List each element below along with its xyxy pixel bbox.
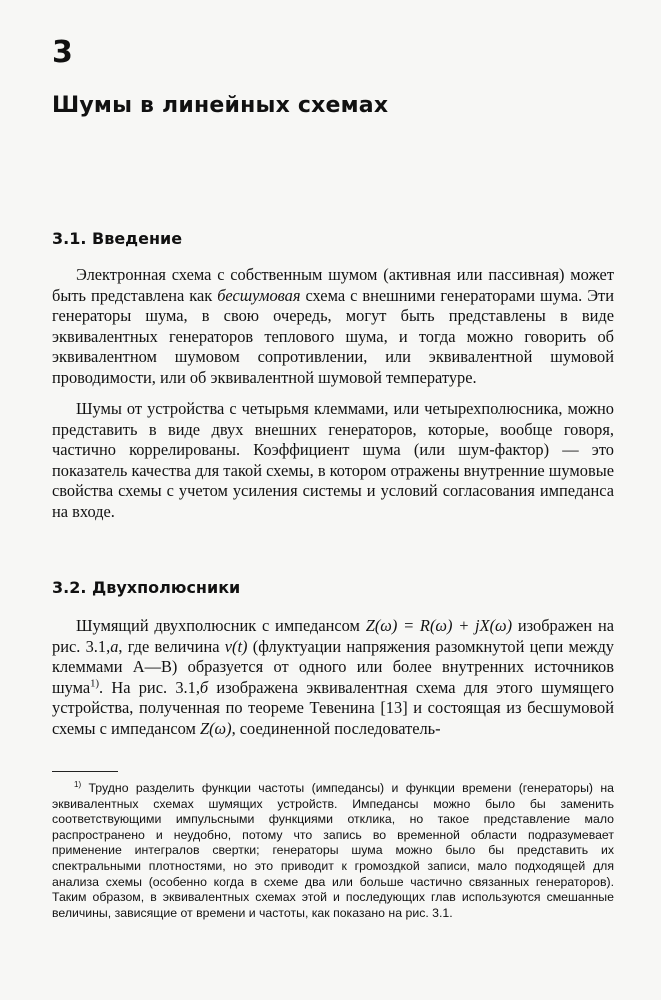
emphasis-noiseless: бесшумовая (217, 285, 301, 305)
paragraph-text: схема с внешними генераторами шума. Эти генераторы шума, в свою очередь, могут быть представлены в виде эквивалентных генераторов теплового шума, и тогда можно говорить об эквивалентном шумовом сопротивлении, или эквивалентной шумовой проводимости, или об эквивалентной шумовой температуре. (52, 285, 614, 387)
chapter-number: 3 (52, 35, 73, 70)
figure-ref-b: б (199, 677, 209, 697)
paragraph-intro-2: Шумы от устройства с четырьмя клеммами, или четырехполюсника, можно представить в виде двух внешних генераторов, которые, вообще говоря, частично коррелированы. Коэффициент шума (или шум-фактор) — это показатель качества для такой схемы, в котором отражены внутренние шумовые свойства схемы с учетом усиления системы и условий согласования импеданса на входе. (52, 399, 614, 521)
formula-impedance-2: Z(ω) (199, 718, 232, 738)
paragraph-text: изображен на рис. 3.1, (52, 616, 614, 656)
section-heading-introduction: 3.1. Введение (52, 229, 183, 248)
formula-impedance: Z(ω) = R(ω) + jX(ω) (365, 616, 513, 635)
paragraph-text: Шумящий двухполюсник с импедансом (76, 616, 366, 635)
paragraph-text: изображена эквивалентная схема для этого шумящего устройства, полученная по теореме Тевенина [13] и состоящая из бесшумовой схемы с импедансом (52, 677, 614, 738)
footnote-mark: 1) (74, 779, 82, 789)
paragraph-text: , где величина (118, 636, 225, 656)
paragraph-text: , соединенной последователь- (231, 718, 441, 738)
footnote-mark: 1) (90, 678, 100, 690)
footnote-divider (52, 771, 118, 772)
section-heading-two-terminal: 3.2. Двухполюсники (52, 578, 241, 597)
paragraph-text: Электронная схема с собственным шумом (активная или пассивная) может быть представлена как (52, 265, 614, 305)
variable-v: v(t) (224, 636, 248, 656)
paragraph-text: . На рис. 3.1, (99, 677, 200, 697)
paragraph-text: (флуктуации напряжения разомкнутой цепи между клеммами А—В) образуется от одного или более внутренних источников шума (52, 636, 615, 697)
figure-ref-a: а (110, 636, 119, 656)
footnote-text: Трудно разделить функции частоты (импедансы) и функции времени (генераторы) на эквивалентных схемах шумящих устройств. Импедансы можно было бы заменить соответствующими импульсными функциями отклика, но такое представление мало распространено и неудобно, потому что запись во временной области подразумевает применение интегралов свертки; генераторы шума можно было бы представить их спектральными плотностями, но это приводит к громоздкой записи, мало подходящей для анализа схемы (особенно когда в схеме два или больше частично связанных генераторов). Таким образом, в эквивалентных схемах этой и последующих глав используются смешанные величины, зависящие от времени и частоты, как показано на рис. 3.1. (52, 781, 614, 920)
paragraph-two-terminal (52, 616, 614, 740)
paragraph-intro-1 (52, 265, 614, 389)
chapter-title: Шумы в линейных схемах (52, 93, 389, 118)
footnote (52, 781, 614, 921)
